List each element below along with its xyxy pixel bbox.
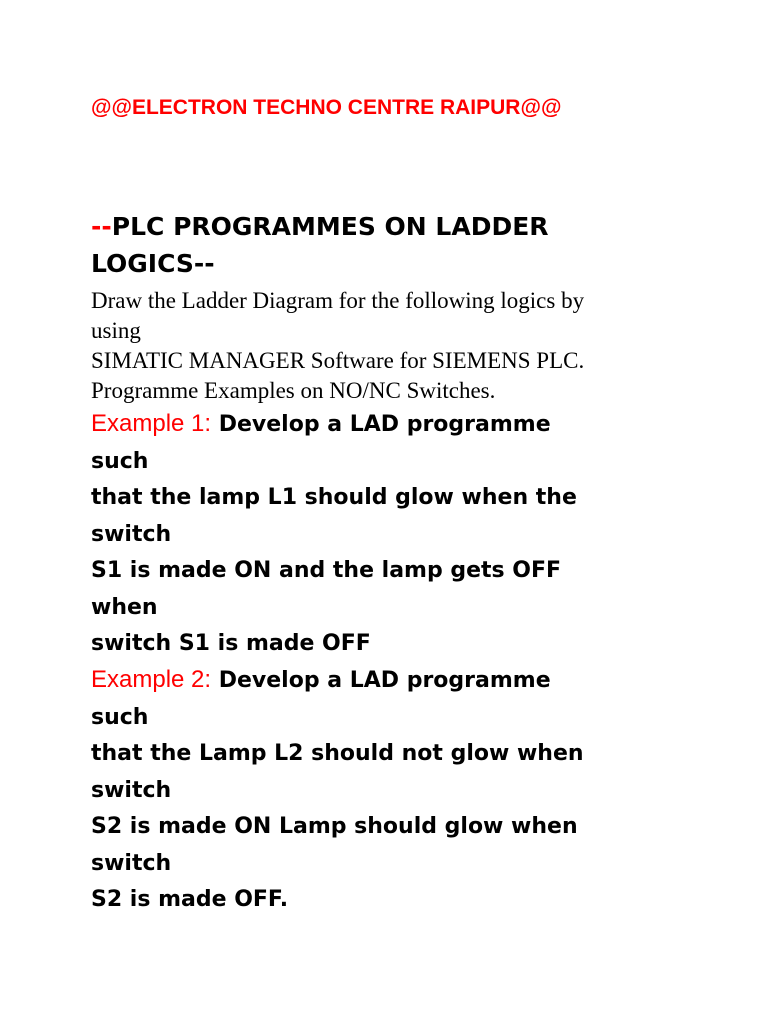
example-1-first-text: Develop a LAD programme	[211, 412, 551, 437]
main-heading	[91, 208, 691, 282]
example-2-line: S2 is made OFF.	[91, 887, 289, 912]
example-2-first-line	[91, 662, 711, 700]
example-1-line: that the lamp L1 should glow when the	[91, 485, 577, 510]
main-heading-line-2: LOGICS--	[91, 249, 215, 278]
intro-line: Draw the Ladder Diagram for the following logics by	[91, 288, 585, 313]
example-2-label: Example 2:	[91, 666, 212, 693]
example-2-line: such	[91, 704, 149, 730]
example-1-first-line	[91, 406, 711, 444]
example-1	[91, 406, 711, 663]
intro-line: Programme Examples on NO/NC Switches.	[91, 378, 496, 403]
example-2-line: switch	[91, 777, 172, 803]
example-1-line: S1 is made ON and the lamp gets OFF	[91, 558, 562, 583]
example-2	[91, 662, 711, 919]
header-title: @@ELECTRON TECHNO CENTRE RAIPUR@@	[91, 96, 562, 119]
intro-line: SIMATIC MANAGER Software for SIEMENS PLC.	[91, 348, 585, 373]
example-2-first-text: Develop a LAD programme	[211, 668, 551, 693]
main-heading-line-1	[91, 208, 691, 245]
example-1-line: such	[91, 448, 149, 474]
example-2-line: S2 is made ON Lamp should glow when	[91, 814, 578, 839]
example-1-label: Example 1:	[91, 410, 212, 437]
heading-text-1: PLC PROGRAMMES ON LADDER	[111, 212, 549, 241]
intro-line: using	[91, 318, 141, 343]
example-2-line: that the Lamp L2 should not glow when	[91, 741, 584, 766]
example-1-line: switch	[91, 521, 172, 547]
intro-paragraph	[91, 286, 711, 406]
example-2-line: switch	[91, 850, 172, 876]
example-1-line: when	[91, 594, 158, 620]
heading-prefix: --	[91, 212, 112, 241]
example-1-line: switch S1 is made OFF	[91, 631, 371, 656]
